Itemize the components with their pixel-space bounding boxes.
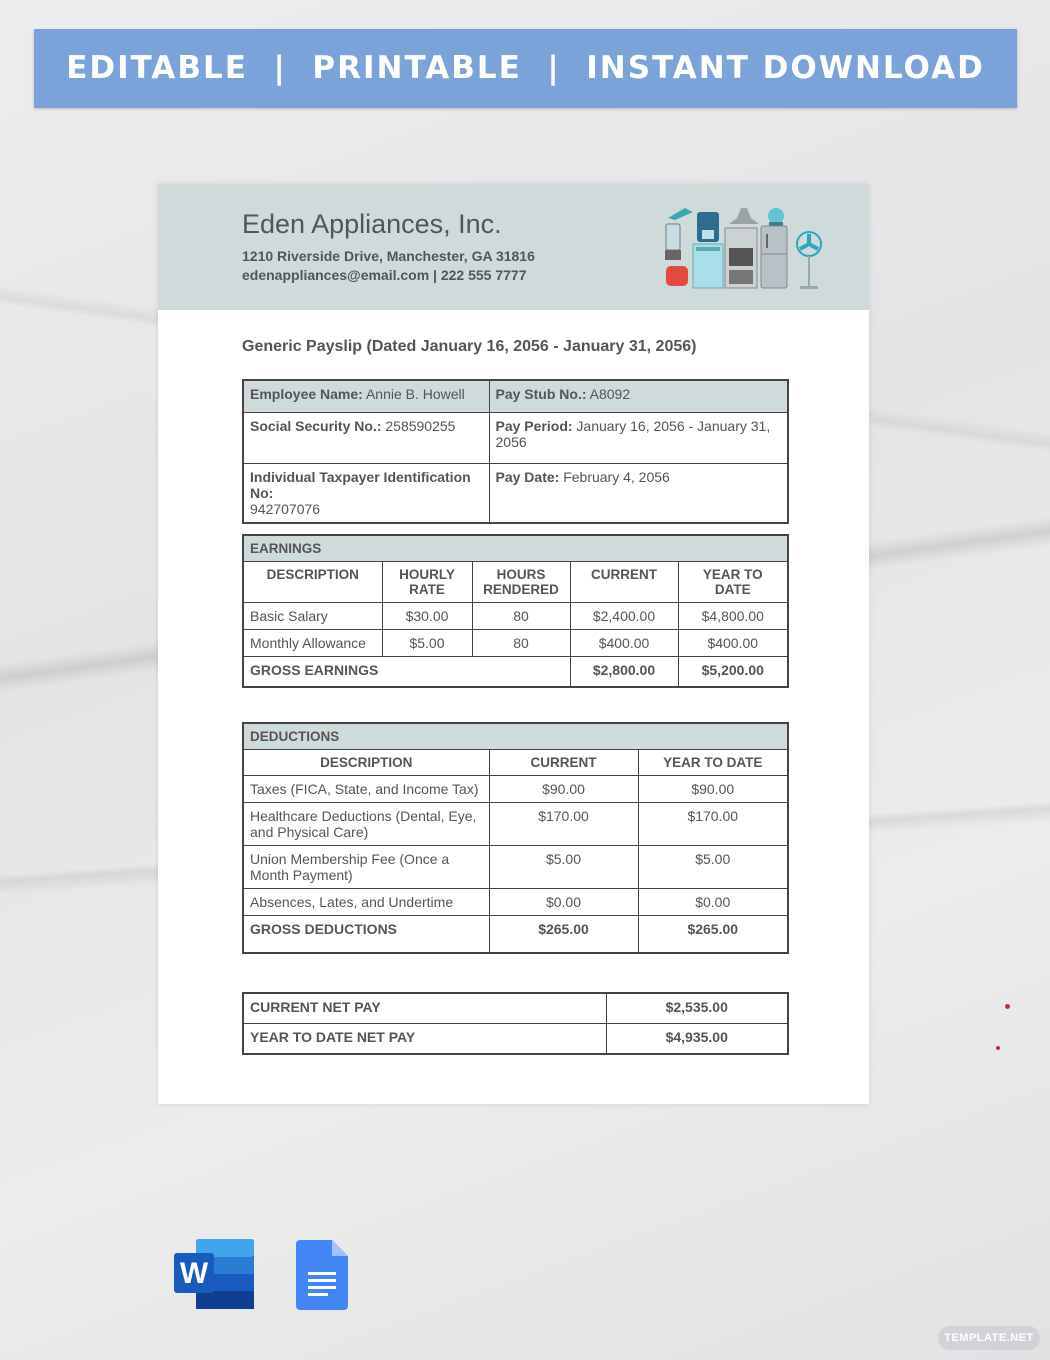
gross-earnings-row (243, 657, 788, 688)
gross-earnings-label: GROSS EARNINGS (243, 657, 570, 688)
gross-earnings-ytd: $5,200.00 (678, 657, 788, 688)
table-row (243, 603, 788, 630)
employee-info-table (242, 379, 789, 524)
deduction-current: $90.00 (489, 776, 638, 803)
svg-text:W: W (179, 1257, 209, 1290)
deduction-description: Union Membership Fee (Once a Month Payment) (243, 846, 489, 889)
earnings-header: CURRENT (570, 562, 678, 603)
deductions-header: DESCRIPTION (243, 750, 489, 776)
deduction-description: Taxes (FICA, State, and Income Tax) (243, 776, 489, 803)
earnings-section-title: EARNINGS (243, 535, 788, 562)
earnings-rate: $30.00 (382, 603, 472, 630)
earnings-current: $2,400.00 (570, 603, 678, 630)
deduction-description: Healthcare Deductions (Dental, Eye, and Physical Care) (243, 803, 489, 846)
google-docs-icon (296, 1240, 348, 1310)
table-row (243, 803, 788, 846)
company-name: Eden Appliances, Inc. (242, 209, 502, 239)
pay-stub-cell: Pay Stub No.: A8092 (489, 380, 788, 413)
deduction-current: $5.00 (489, 846, 638, 889)
payslip-document (158, 184, 869, 1104)
current-net-pay-label: CURRENT NET PAY (243, 993, 606, 1024)
earnings-description: Monthly Allowance (243, 630, 382, 657)
deduction-ytd: $90.00 (638, 776, 788, 803)
payslip-title: Generic Payslip (Dated January 16, 2056 - January 31, 2056) (242, 338, 697, 355)
decorative-dot (1005, 1004, 1010, 1009)
ytd-net-pay-label: YEAR TO DATE NET PAY (243, 1024, 606, 1055)
gross-deductions-label: GROSS DEDUCTIONS (243, 916, 489, 954)
company-header (158, 184, 869, 310)
table-row (243, 889, 788, 916)
earnings-table (242, 534, 789, 688)
decorative-dot (996, 1046, 1000, 1050)
deduction-ytd: $170.00 (638, 803, 788, 846)
earnings-ytd: $400.00 (678, 630, 788, 657)
appliances-illustration (663, 204, 833, 292)
earnings-current: $400.00 (570, 630, 678, 657)
earnings-ytd: $4,800.00 (678, 603, 788, 630)
pay-period-cell: Pay Period: January 16, 2056 - January 31, 2056 (489, 413, 788, 464)
earnings-description: Basic Salary (243, 603, 382, 630)
table-row (243, 630, 788, 657)
template-net-watermark: TEMPLATE.NET (938, 1326, 1040, 1350)
earnings-header: DESCRIPTION (243, 562, 382, 603)
deduction-current: $0.00 (489, 889, 638, 916)
earnings-rate: $5.00 (382, 630, 472, 657)
deduction-ytd: $0.00 (638, 889, 788, 916)
promo-banner: EDITABLE | PRINTABLE | INSTANT DOWNLOAD (34, 29, 1017, 108)
deduction-description: Absences, Lates, and Undertime (243, 889, 489, 916)
employee-name-cell: Employee Name: Annie B. Howell (243, 380, 489, 413)
earnings-header: YEAR TO DATE (678, 562, 788, 603)
deduction-ytd: $5.00 (638, 846, 788, 889)
company-contact: edenappliances@email.com | 222 555 7777 (242, 267, 527, 283)
gross-deductions-row (243, 916, 788, 954)
pay-date-cell: Pay Date: February 4, 2056 (489, 464, 788, 524)
earnings-header: HOURS RENDERED (472, 562, 570, 603)
gross-deductions-current: $265.00 (489, 916, 638, 954)
earnings-hours: 80 (472, 603, 570, 630)
deductions-section-title: DEDUCTIONS (243, 723, 788, 750)
ytd-net-pay-value: $4,935.00 (606, 1024, 788, 1055)
gross-earnings-current: $2,800.00 (570, 657, 678, 688)
deduction-current: $170.00 (489, 803, 638, 846)
table-row (243, 846, 788, 889)
gross-deductions-ytd: $265.00 (638, 916, 788, 954)
earnings-header: HOURLY RATE (382, 562, 472, 603)
deductions-table (242, 722, 789, 954)
net-pay-table (242, 992, 789, 1055)
current-net-pay-value: $2,535.00 (606, 993, 788, 1024)
ssn-cell: Social Security No.: 258590255 (243, 413, 489, 464)
table-row (243, 776, 788, 803)
tin-cell: Individual Taxpayer Identification No: 942707076 (243, 464, 489, 524)
deductions-header: YEAR TO DATE (638, 750, 788, 776)
earnings-hours: 80 (472, 630, 570, 657)
company-address: 1210 Riverside Drive, Manchester, GA 31816 (242, 248, 535, 264)
deductions-header: CURRENT (489, 750, 638, 776)
word-icon (174, 1239, 254, 1309)
